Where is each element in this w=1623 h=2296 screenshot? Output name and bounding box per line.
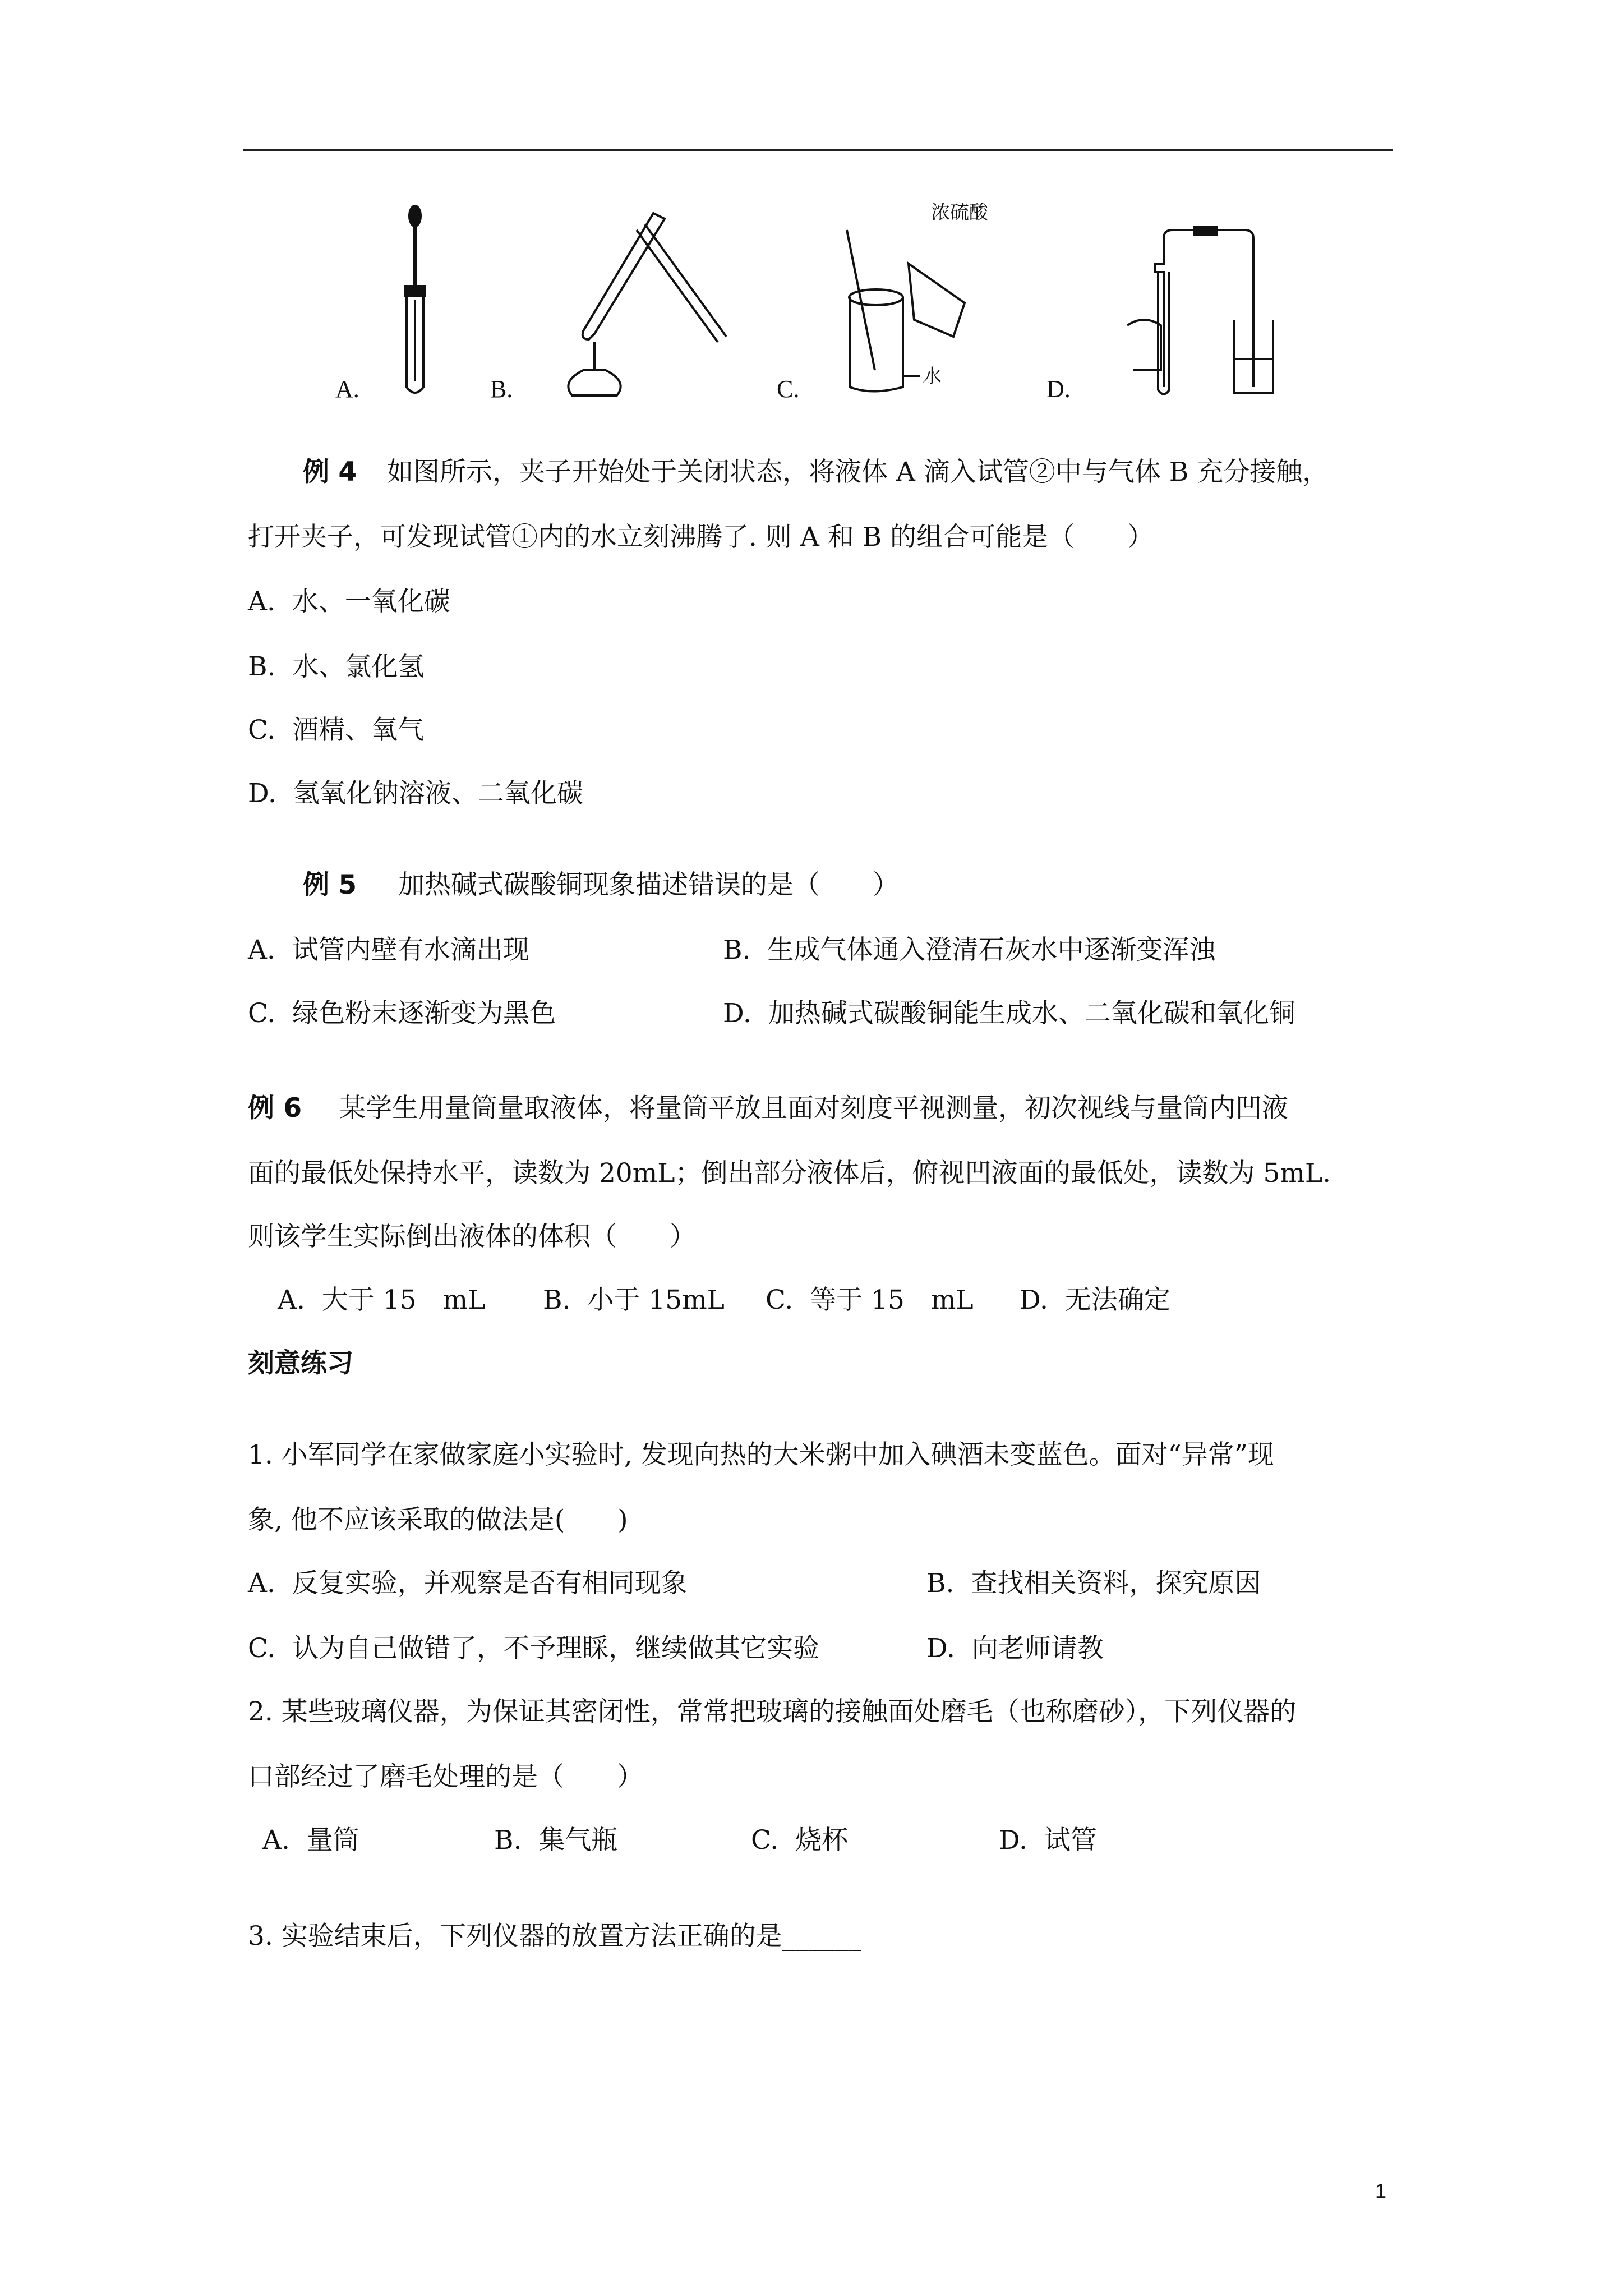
example-6-option-c: C. 等于 15 mL bbox=[766, 1285, 974, 1315]
practice-q2-option-b: B. 集气瓶 bbox=[494, 1825, 618, 1856]
water-label: 水 bbox=[923, 365, 942, 388]
figure-label-c: C. bbox=[777, 375, 800, 403]
figure-label-b: B. bbox=[490, 375, 513, 403]
page-number: 1 bbox=[1375, 2179, 1387, 2202]
example-5-number: 例 5 bbox=[303, 869, 357, 900]
practice-q1-line1: 1. 小军同学在家做家庭小实验时, 发现向热的大米粥中加入碘酒未变蓝色。面对“异常”现 bbox=[248, 1439, 1274, 1470]
example-6-number: 例 6 bbox=[248, 1093, 302, 1124]
practice-q1-option-a: A. 反复实验，并观察是否有相同现象 bbox=[248, 1568, 688, 1599]
example-5-option-d: D. 加热碱式碳酸铜能生成水、二氧化碳和氧化铜 bbox=[723, 998, 1295, 1029]
example-4-number: 例 4 bbox=[303, 457, 357, 487]
example-6-option-b: B. 小于 15mL bbox=[543, 1285, 725, 1315]
practice-q2-line2: 口部经过了磨毛处理的是（ ） bbox=[248, 1761, 643, 1792]
figure-label-a: A. bbox=[335, 375, 359, 403]
dilute-sulfuric-acid-figure bbox=[841, 202, 1032, 404]
practice-q1-option-c: C. 认为自己做错了，不予理睬，继续做其它实验 bbox=[248, 1633, 820, 1664]
practice-heading: 刻意练习 bbox=[248, 1348, 353, 1379]
practice-q1-line2: 象, 他不应该采取的做法是( ) bbox=[248, 1504, 628, 1535]
header-rule bbox=[243, 149, 1393, 151]
example-6-line3: 则该学生实际倒出液体的体积（ ） bbox=[248, 1221, 696, 1252]
example-5-option-a: A. 试管内壁有水滴出现 bbox=[248, 935, 529, 965]
example-6-line2: 面的最低处保持水平，读数为 20mL；倒出部分液体后，俯视凹液面的最低处，读数为 5mL. bbox=[248, 1158, 1331, 1189]
example-6-option-d: D. 无法确定 bbox=[1020, 1285, 1170, 1315]
example-4-option-c: C. 酒精、氧气 bbox=[248, 715, 425, 746]
example-6-option-a: A. 大于 15 mL bbox=[278, 1285, 486, 1315]
practice-q3-line1: 3. 实验结束后，下列仪器的放置方法正确的是______ bbox=[248, 1921, 861, 1952]
example-5-stem: 加热碱式碳酸铜现象描述错误的是（ ） bbox=[398, 869, 899, 900]
example-6-line1: 某学生用量筒量取液体，将量筒平放且面对刻度平视测量，初次视线与量筒内凹液 bbox=[339, 1093, 1288, 1124]
practice-q1-option-b: B. 查找相关资料，探究原因 bbox=[926, 1568, 1261, 1599]
practice-q2-option-c: C. 烧杯 bbox=[751, 1825, 849, 1856]
example-5-option-c: C. 绿色粉末逐渐变为黑色 bbox=[248, 998, 556, 1029]
practice-q1-option-d: D. 向老师请教 bbox=[926, 1633, 1104, 1664]
practice-q2-line1: 2. 某些玻璃仪器，为保证其密闭性，常常把玻璃的接触面处磨毛（也称磨砂），下列仪器的 bbox=[248, 1696, 1297, 1727]
example-4-option-b: B. 水、氯化氢 bbox=[248, 651, 425, 682]
example-4-option-a: A. 水、一氧化碳 bbox=[248, 586, 450, 617]
practice-q2-option-a: A. 量筒 bbox=[262, 1825, 359, 1856]
figure-label-d: D. bbox=[1046, 375, 1071, 403]
sulfuric-acid-label: 浓硫酸 bbox=[931, 202, 988, 224]
example-5-option-b: B. 生成气体通入澄清石灰水中逐渐变浑浊 bbox=[723, 935, 1216, 965]
practice-q2-option-d: D. 试管 bbox=[999, 1825, 1097, 1856]
example-4-line2: 打开夹子，可发现试管①内的水立刻沸腾了. 则 A 和 B 的组合可能是（ ） bbox=[248, 522, 1154, 553]
airtightness-check-figure bbox=[1110, 202, 1312, 404]
heating-test-tube-figure bbox=[550, 202, 751, 404]
example-4-line1: 如图所示，夹子开始处于关闭状态，将液体 A 滴入试管②中与气体 B 充分接触， bbox=[387, 457, 1329, 487]
dropper-in-test-tube-figure bbox=[381, 202, 449, 404]
example-4-option-d: D. 氢氧化钠溶液、二氧化碳 bbox=[248, 778, 583, 809]
